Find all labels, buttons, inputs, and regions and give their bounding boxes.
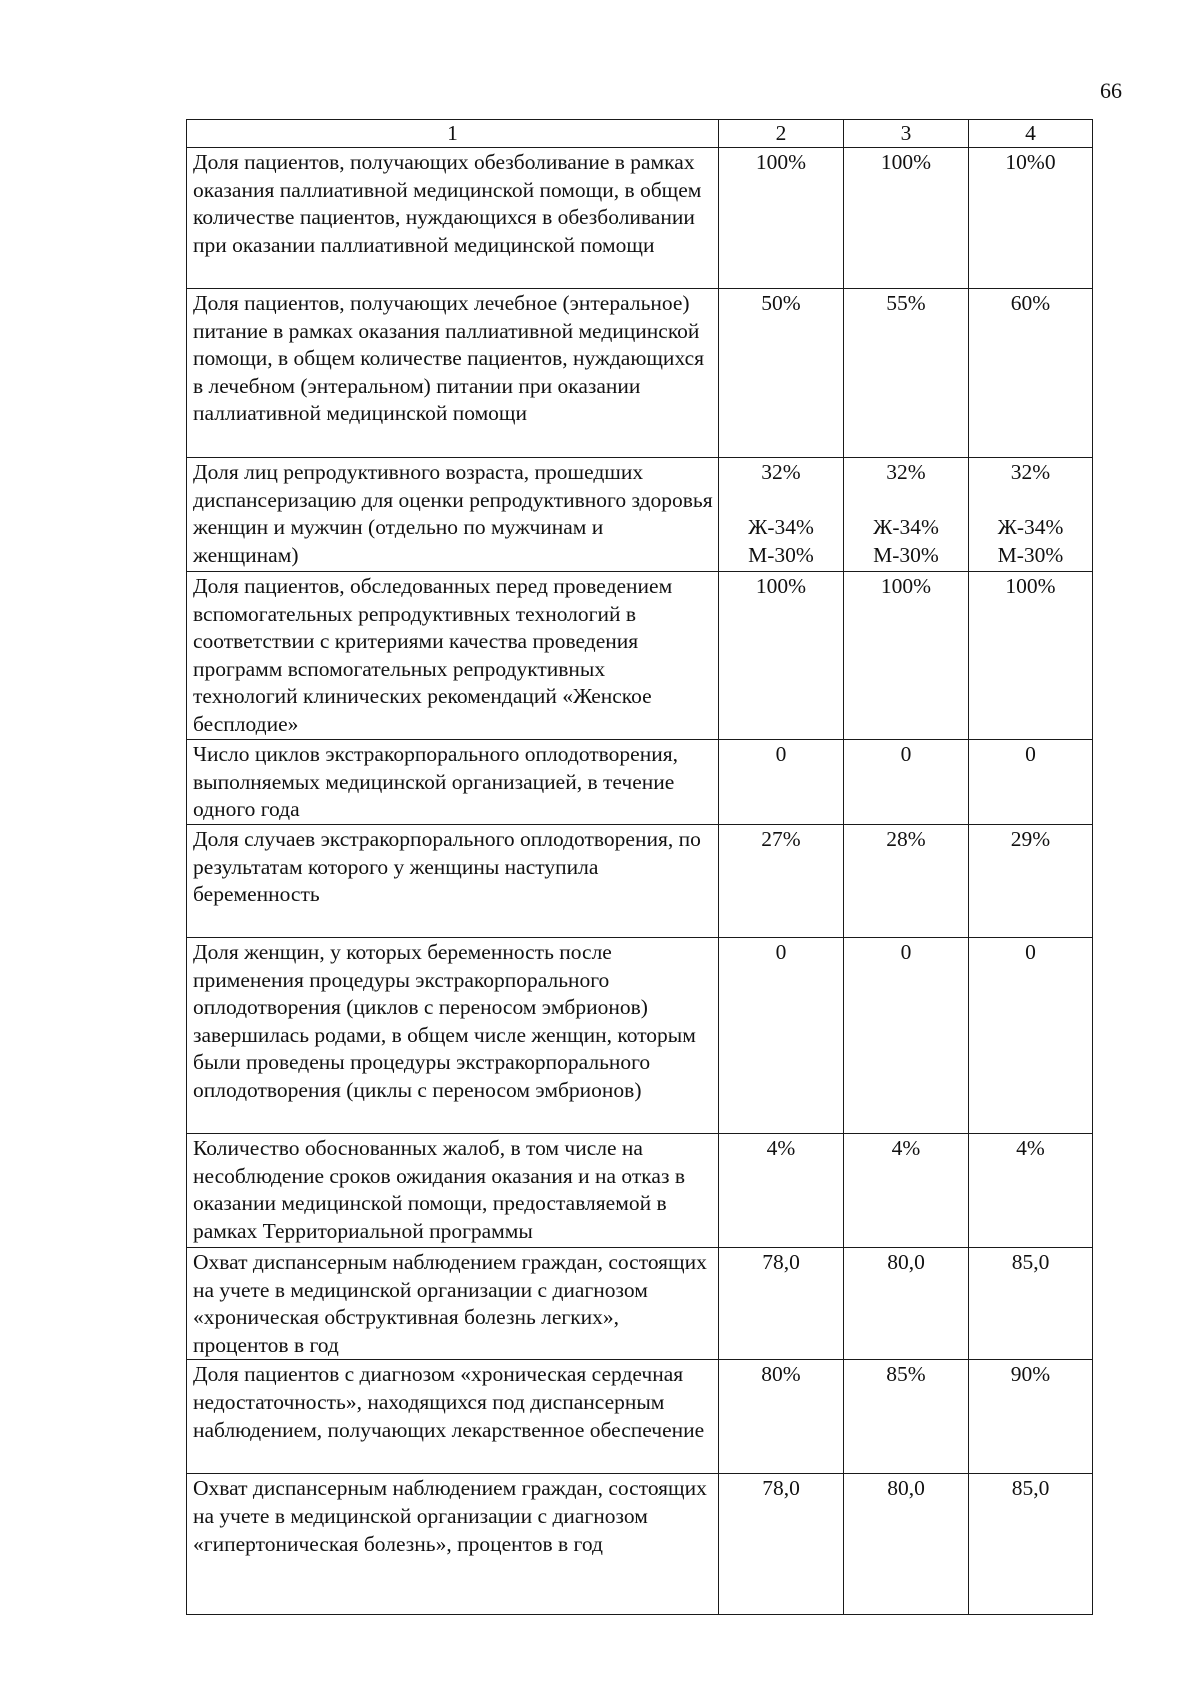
value-cell-col-4 <box>969 572 1093 740</box>
value-cell-col-4 <box>969 825 1093 938</box>
value-cell-col-2 <box>719 458 844 572</box>
value-text: 85% <box>886 1362 926 1387</box>
value-text: 0 <box>1025 940 1036 964</box>
value-text: 0 <box>775 742 787 766</box>
value-text: 0 <box>775 940 787 964</box>
value-text <box>844 487 968 515</box>
value-text: 4% <box>891 1136 921 1160</box>
indicator-cell <box>187 740 719 825</box>
value-cell-col-2 <box>719 289 844 458</box>
value-text: 85,0 <box>1011 1476 1050 1501</box>
value-text <box>719 487 843 515</box>
indicator-text: Доля случаев экстракорпорального оплодотворения, по результатам которого у женщины наступила беременность <box>193 827 701 907</box>
value-text: Ж-34% <box>748 515 814 540</box>
indicator-text: Доля пациентов, получающих обезболивание в рамках оказания паллиативной медицинской помощи, в общем количестве пациентов, нуждающихся в обезболивании при оказании паллиативной медицинской помощи <box>193 150 702 257</box>
table-row <box>187 148 1093 289</box>
value-cell-col-3 <box>844 825 969 938</box>
indicator-text: Доля пациентов, получающих лечебное (энтеральное) питание в рамках оказания паллиативной медицинской помощи, в общем количестве пациентов, нуждающихся в лечебном (энтеральном) питании при оказании паллиативной медицинской помощи <box>193 291 705 426</box>
value-text: 80,0 <box>887 1476 925 1501</box>
value-cell-col-2 <box>719 938 844 1134</box>
indicator-text: Доля женщин, у которых беременность после применения процедуры экстракорпорального оплодотворения (циклов с переносом эмбрионов) завершилась родами, в общем числе женщин, которым были проведены процедуры экстракорпорального оплодотворения (циклы с переносом эмбрионов) <box>193 940 696 1102</box>
value-text: 80,0 <box>887 1250 925 1274</box>
value-cell-col-4 <box>969 1360 1093 1474</box>
column-header-2: 2 <box>719 120 844 148</box>
value-text: 78,0 <box>762 1476 800 1501</box>
value-text: 0 <box>900 742 912 766</box>
value-text: 4% <box>1016 1136 1045 1160</box>
indicator-cell <box>187 1248 719 1360</box>
value-text: 32% <box>886 460 926 484</box>
indicator-cell <box>187 148 719 289</box>
value-cell-col-3 <box>844 148 969 289</box>
table-row <box>187 938 1093 1134</box>
indicators-table <box>186 119 1093 1615</box>
value-cell-col-4 <box>969 938 1093 1134</box>
value-text: 100% <box>1005 574 1056 598</box>
value-cell-col-2 <box>719 1360 844 1474</box>
value-text: 0 <box>1025 742 1036 766</box>
value-cell-col-2 <box>719 1134 844 1248</box>
value-text: 85,0 <box>1011 1250 1050 1274</box>
value-text: 27% <box>761 827 801 851</box>
value-cell-col-2 <box>719 825 844 938</box>
value-cell-col-4 <box>969 148 1093 289</box>
table-row <box>187 458 1093 572</box>
indicator-cell <box>187 1360 719 1474</box>
table-header-row <box>187 120 1093 148</box>
value-cell-col-3 <box>844 572 969 740</box>
value-cell-col-3 <box>844 458 969 572</box>
value-text <box>969 487 1092 515</box>
value-text: Ж-34% <box>873 515 939 540</box>
value-cell-col-2 <box>719 572 844 740</box>
indicator-text: Число циклов экстракорпорального оплодотворения, выполняемых медицинской организацией, в течение одного года <box>193 742 678 822</box>
table-row <box>187 289 1093 458</box>
value-text: М-30% <box>748 542 814 567</box>
indicator-text: Охват диспансерным наблюдением граждан, состоящих на учете в медицинской организации с диагнозом «гипертоническая болезнь», процентов в год <box>193 1476 707 1556</box>
table-row <box>187 1134 1093 1248</box>
column-header-3: 3 <box>844 120 969 148</box>
table-row <box>187 1474 1093 1615</box>
indicator-text: Доля пациентов с диагнозом «хроническая сердечная недостаточность», находящихся под диспансерным наблюдением, получающих лекарственное обеспечение <box>193 1362 705 1442</box>
indicator-cell <box>187 458 719 572</box>
value-text: 0 <box>900 940 912 964</box>
table-row <box>187 1248 1093 1360</box>
value-text: 32% <box>1010 460 1051 484</box>
value-cell-col-4 <box>969 1248 1093 1360</box>
table-row <box>187 825 1093 938</box>
indicator-cell <box>187 289 719 458</box>
value-text: Ж-34% <box>997 515 1064 540</box>
value-text: 10%0 <box>1005 150 1056 174</box>
value-text: 29% <box>1010 827 1051 851</box>
table-row <box>187 740 1093 825</box>
value-text: 50% <box>761 291 801 315</box>
value-cell-col-3 <box>844 289 969 458</box>
value-text: 80% <box>761 1362 801 1387</box>
value-cell-col-2 <box>719 148 844 289</box>
value-cell-col-2 <box>719 1474 844 1615</box>
page-number: 66 <box>1100 78 1122 103</box>
value-text: 32% <box>761 460 801 484</box>
value-cell-col-3 <box>844 1474 969 1615</box>
value-text: 90% <box>1010 1362 1051 1387</box>
value-cell-col-4 <box>969 289 1093 458</box>
table-row <box>187 1360 1093 1474</box>
value-cell-col-3 <box>844 938 969 1134</box>
value-cell-col-3 <box>844 1360 969 1474</box>
value-text: 100% <box>755 150 807 174</box>
indicator-text: Доля лиц репродуктивного возраста, прошедших диспансеризацию для оценки репродуктивного здоровья женщин и мужчин (отдельно по мужчинам и женщинам) <box>193 460 713 567</box>
value-text: 100% <box>880 150 932 174</box>
value-cell-col-3 <box>844 740 969 825</box>
value-cell-col-4 <box>969 458 1093 572</box>
value-cell-col-2 <box>719 740 844 825</box>
value-text: М-30% <box>873 542 939 567</box>
value-cell-col-2 <box>719 1248 844 1360</box>
value-text: 4% <box>766 1136 796 1160</box>
indicator-cell <box>187 1474 719 1615</box>
value-text: 100% <box>755 574 807 598</box>
value-text: 78,0 <box>762 1250 800 1274</box>
table-body <box>187 120 1093 1615</box>
value-text: М-30% <box>997 542 1064 567</box>
indicator-text: Количество обоснованных жалоб, в том числе на несоблюдение сроков ожидания оказания и на отказ в оказании медицинской помощи, предоставляемой в рамках Территориальной программы <box>193 1136 685 1243</box>
column-header-4: 4 <box>969 120 1093 148</box>
value-cell-col-4 <box>969 1474 1093 1615</box>
value-cell-col-3 <box>844 1134 969 1248</box>
value-cell-col-4 <box>969 740 1093 825</box>
value-cell-col-3 <box>844 1248 969 1360</box>
value-text: 28% <box>886 827 926 851</box>
indicator-cell <box>187 938 719 1134</box>
table-row <box>187 572 1093 740</box>
column-header-1: 1 <box>187 120 719 148</box>
indicator-cell <box>187 825 719 938</box>
indicator-text: Доля пациентов, обследованных перед проведением вспомогательных репродуктивных технологий в соответствии с критериями качества проведения программ вспомогательных репродуктивных технологий клинических рекомендаций «Женское бесплодие» <box>193 574 673 736</box>
indicator-cell <box>187 572 719 740</box>
value-text: 60% <box>1010 291 1051 315</box>
value-cell-col-4 <box>969 1134 1093 1248</box>
value-text: 100% <box>880 574 932 598</box>
indicator-text: Охват диспансерным наблюдением граждан, состоящих на учете в медицинской организации с диагнозом «хроническая обструктивная болезнь легких», процентов в год <box>193 1250 707 1357</box>
value-text: 55% <box>886 291 926 315</box>
indicator-cell <box>187 1134 719 1248</box>
